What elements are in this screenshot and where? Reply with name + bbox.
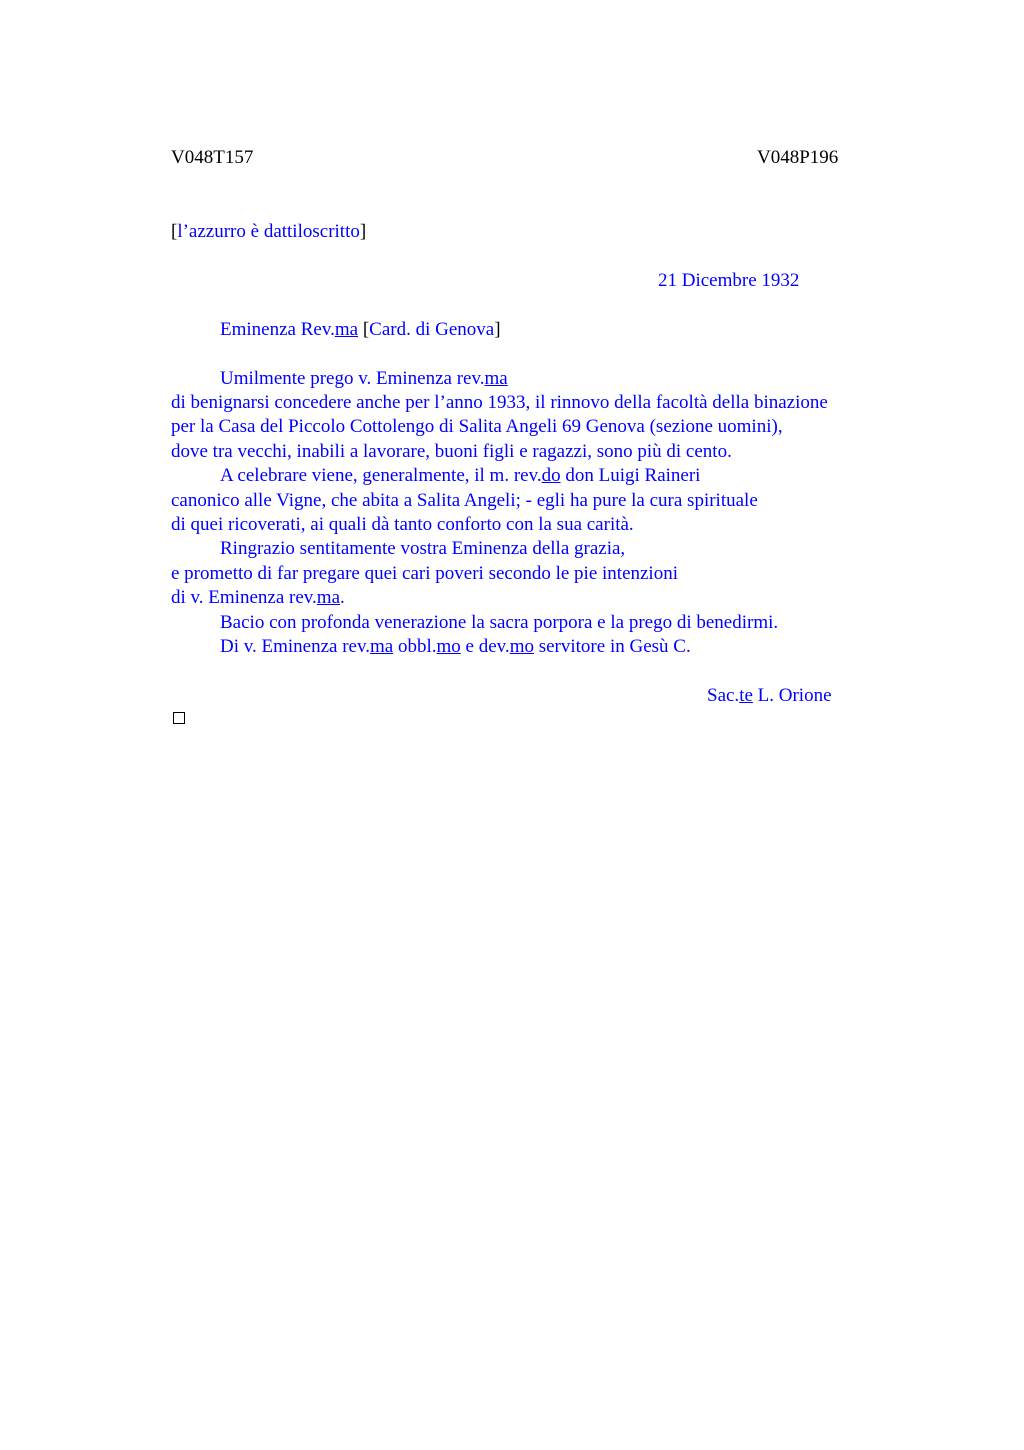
typescript-note xyxy=(171,220,366,244)
bracket-open: [ xyxy=(362,319,370,340)
body-line-2: di benignarsi concedere anche per l’anno 1933, il rinnovo della facoltà della binazione xyxy=(171,392,828,413)
abbrev-mo: mo xyxy=(436,636,461,657)
closing-line xyxy=(220,635,691,659)
closing-dev: e dev. xyxy=(460,636,510,657)
note-bracket-close: ] xyxy=(359,221,367,242)
body-line-4: dove tra vecchi, inabili a lavorare, buoni figli e ragazzi, sono più di cento. xyxy=(171,441,732,462)
body-line-5-tail: don Luigi Raineri xyxy=(560,465,701,486)
abbrev-ma: ma xyxy=(334,319,359,340)
checkbox-square-icon xyxy=(173,712,185,724)
note-text: l’azzurro è dattiloscritto xyxy=(177,221,360,242)
body-line-10 xyxy=(171,586,345,610)
body-line-10-text: di v. Eminenza rev. xyxy=(171,587,317,608)
closing-text: Di v. Eminenza rev. xyxy=(220,636,371,657)
salutation xyxy=(220,318,501,342)
body-line-10-tail: . xyxy=(340,587,345,608)
signature xyxy=(707,684,832,708)
closing-obbl: obbl. xyxy=(393,636,437,657)
body-line-9: e prometto di far pregare quei cari poveri secondo le pie intenzioni xyxy=(171,563,678,584)
body-line-1-text: Umilmente prego v. Eminenza rev. xyxy=(220,368,485,389)
bracket-close: ] xyxy=(494,319,501,340)
abbrev-mo: mo xyxy=(509,636,534,657)
body-line-1 xyxy=(220,367,508,391)
body-line-6: canonico alle Vigne, che abita a Salita Angeli; - egli ha pure la cura spirituale xyxy=(171,490,758,511)
note-bracket-open: [ xyxy=(171,221,178,242)
signature-title: Sac. xyxy=(707,685,740,706)
salutation-text: Eminenza Rev. xyxy=(220,319,335,340)
closing-tail: servitore in Gesù C. xyxy=(533,636,691,657)
abbrev-ma: ma xyxy=(316,587,341,608)
signature-name: L. Orione xyxy=(752,685,832,706)
right-code: V048P196 xyxy=(757,147,839,168)
body-line-8: Ringrazio sentitamente vostra Eminenza della grazia, xyxy=(220,538,626,559)
abbrev-do: do xyxy=(541,465,561,486)
left-code: V048T157 xyxy=(171,147,254,168)
body-line-3: per la Casa del Piccolo Cottolengo di Salita Angeli 69 Genova (sezione uomini), xyxy=(171,416,783,437)
body-line-5-text: A celebrare viene, generalmente, il m. rev. xyxy=(220,465,542,486)
body-line-7: di quei ricoverati, ai quali dà tanto conforto con la sua carità. xyxy=(171,514,634,535)
body-line-5 xyxy=(220,464,700,488)
recipient-note: Card. di Genova xyxy=(369,319,495,340)
abbrev-ma: ma xyxy=(484,368,508,389)
body-line-11: Bacio con profonda venerazione la sacra porpora e la prego di benedirmi. xyxy=(220,612,779,633)
abbrev-te: te xyxy=(739,685,753,706)
letter-date: 21 Dicembre 1932 xyxy=(658,270,800,291)
abbrev-ma: ma xyxy=(370,636,394,657)
